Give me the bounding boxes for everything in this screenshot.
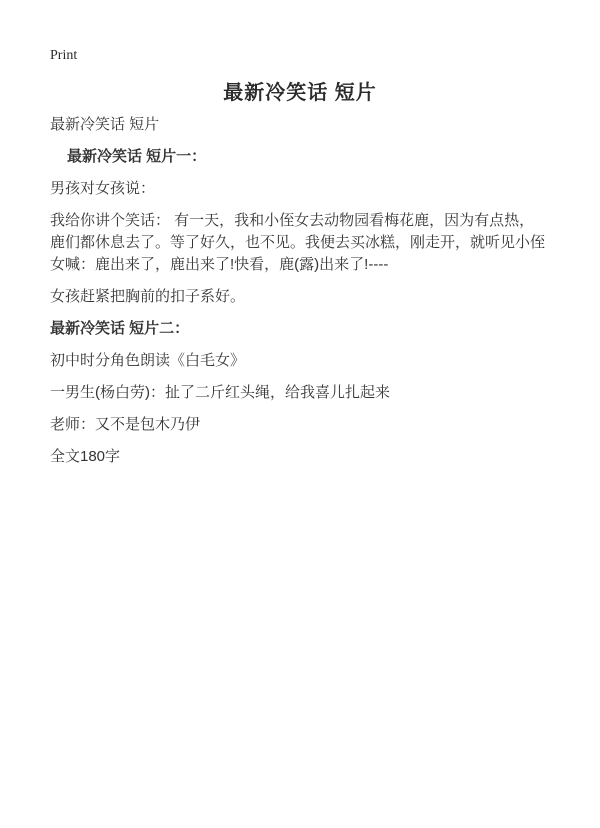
paragraph-joke-two-intro: 初中时分角色朗读《白毛女》 bbox=[50, 352, 246, 369]
paragraph-boy-says: 男孩对女孩说： bbox=[50, 180, 156, 197]
paragraph-student-line: 一男生(杨白劳)：扯了二斤红头绳，给我喜儿扎起来 bbox=[50, 384, 390, 401]
paragraph-teacher-line: 老师：又不是包木乃伊 bbox=[50, 416, 201, 433]
paragraph-joke-one-body: 我给你讲个笑话： 有一天，我和小侄女去动物园看梅花鹿，因为有点热，鹿们都休息去了。等了好久，也不见。我便去买冰糕，刚走开，就听见小侄女喊：鹿出来了，鹿出来了!快看，鹿(露)出来了!---- bbox=[50, 212, 546, 273]
word-count-note: 全文180字 bbox=[50, 448, 121, 465]
section-one-heading: 最新冷笑话 短片一： bbox=[67, 148, 207, 165]
section-two-heading: 最新冷笑话 短片二： bbox=[50, 320, 190, 337]
paragraph-girl-reaction: 女孩赶紧把胸前的扣子系好。 bbox=[50, 288, 246, 305]
document-body bbox=[50, 114, 548, 468]
print-button[interactable]: Print bbox=[50, 48, 78, 63]
doc-subtitle: 最新冷笑话 短片 bbox=[50, 116, 160, 133]
page-title: 最新冷笑话 短片 bbox=[223, 82, 377, 104]
